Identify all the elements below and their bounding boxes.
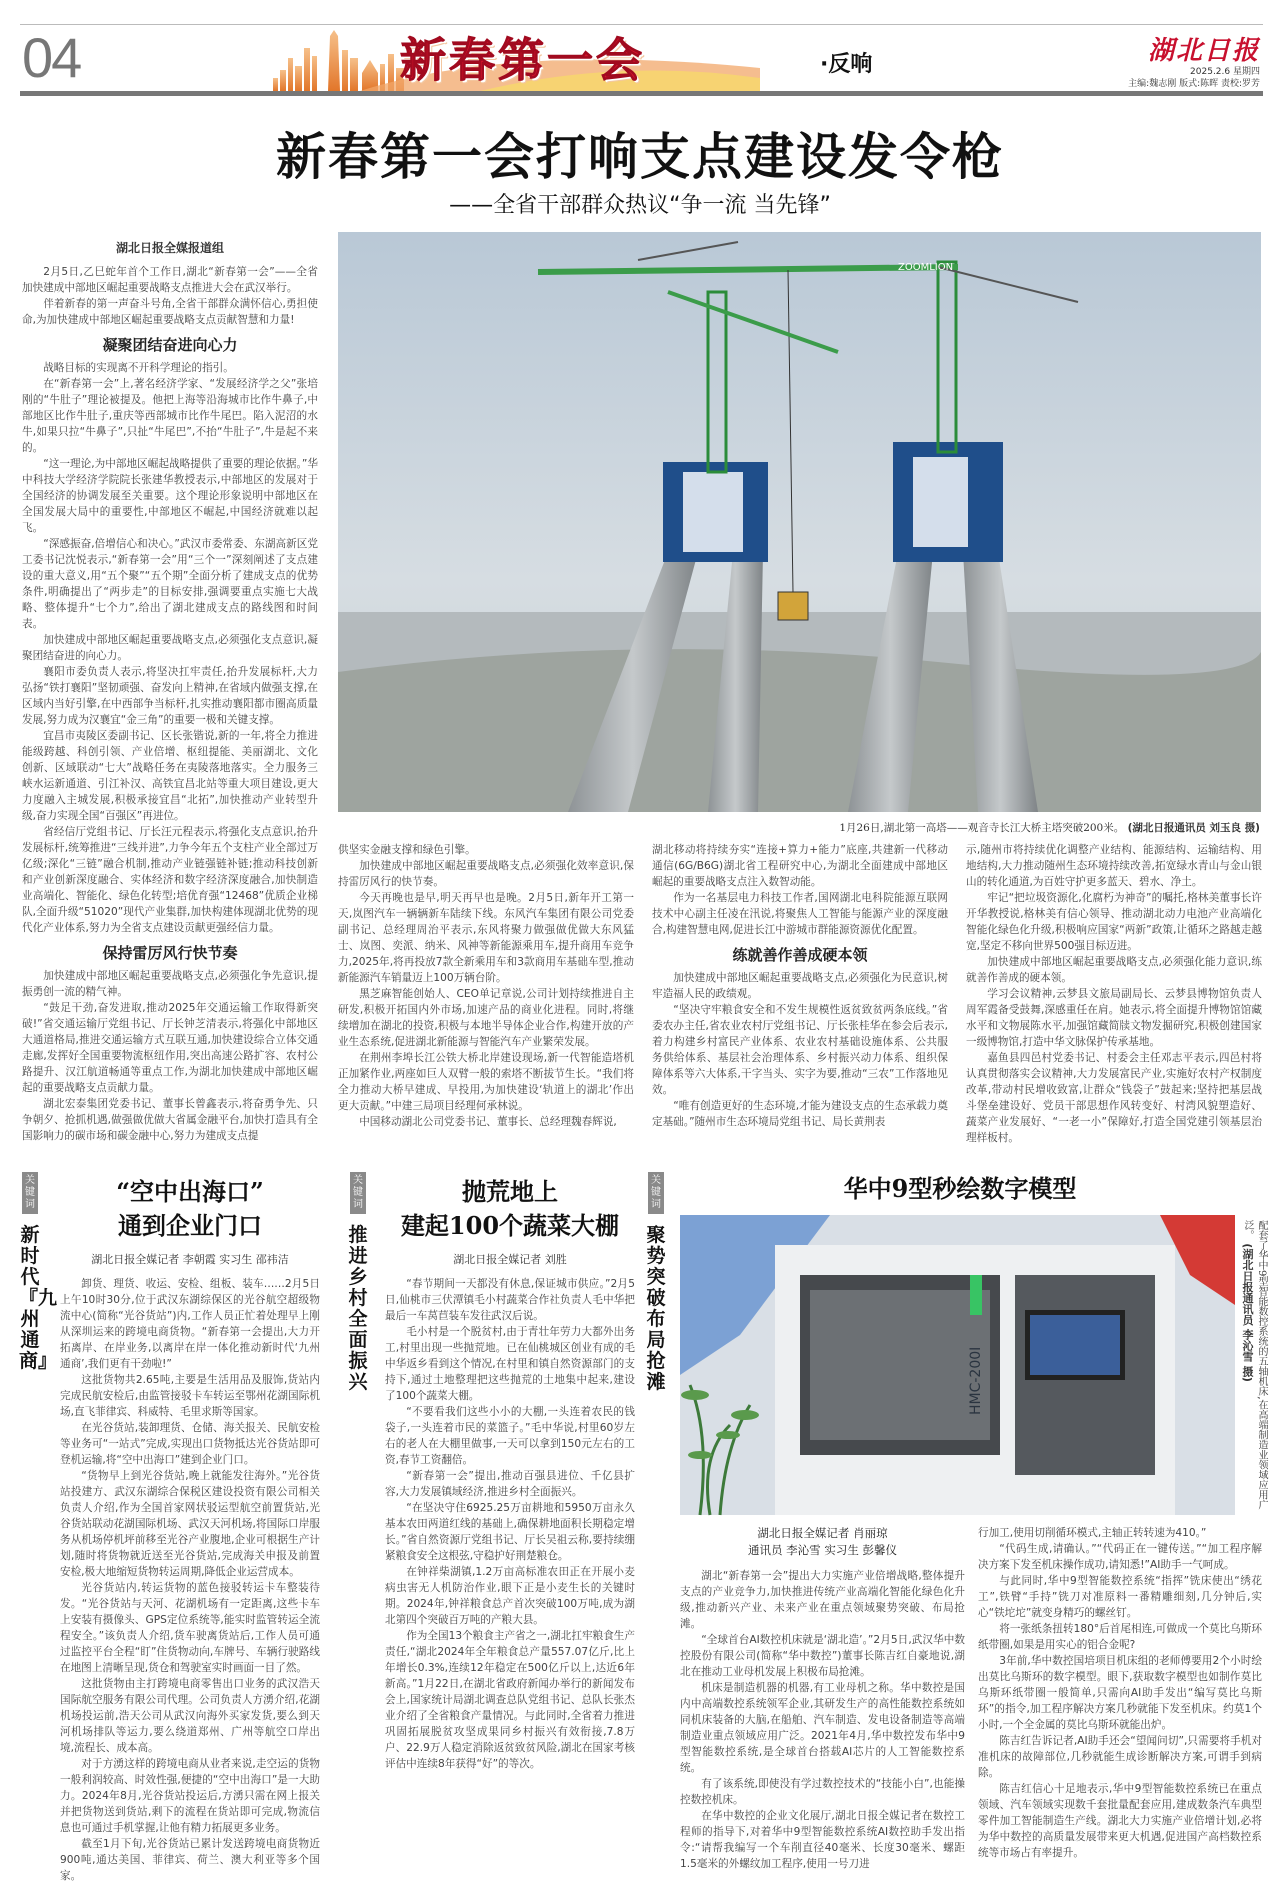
page-number: 04	[22, 26, 81, 89]
paragraph: 3年前,华中数控国培项目机床组的老师傅要用2个小时绘出莫比乌斯环的数字模型。眼下,获取数字模型也如制作莫比乌斯环纸带圈一般简单,只需向AI助手发出“编写莫比乌斯环”的指令,加工程序解决方案几秒就能下发至机床。约莫1个小时,一个全金属的莫比乌斯环就能出炉。	[978, 1655, 1262, 1731]
paragraph: 省经信厅党组书记、厅长汪元程表示,将强化支点意识,抬升发展标杆,统筹推进“三线并进”,力争今年五个支柱产业全部过万亿级;深化“三链”融合机制,推动产业链强链补链;推动科技创新和产业创新深度融合、实体经济和数字经济深度融合,加快制造业高端化、智能化、绿色化转型;培优育强“12468”优质企业梯队,全面升级“51020”现代产业集群,加快构建体现湖北优势的现代化产业体系,努力为全省支点建设贡献更强经信力量。	[22, 826, 318, 934]
paragraph: 作为全国13个粮食主产省之一,湖北扛牢粮食生产责任,“湖北2024年全年粮食总产量557.07亿斤,比上年增长0.3%,连续12年稳定在500亿斤以上,达近6年新高。”1月22日,在湖北省政府新闻办举行的新闻发布会上,国家统计局湖北调查总队党组书记、总队长张杰业介绍了全省粮食产量情况。与此同时,全省着力推进巩固拓展脱贫攻坚成果同乡村振兴有效衔接,7.8万户、22.9万人稳定消除返贫致贫风险,湖北在国家考核评估中连续8年获得“好”的等次。	[385, 1630, 635, 1770]
paragraph: 这批货物共2.65吨,主要是生活用品及服饰,货站内完成民航安检后,由监管接驳卡车转运至鄂州花湖国际机场,直飞菲律宾、科威特、毛里求斯等国家。	[60, 1374, 320, 1418]
keyword-tag: 关键词	[22, 1172, 38, 1214]
paragraph: 在光谷货站,装卸理货、仓储、海关报关、民航安检等业务可“一站式”完成,实现出口货物抵达光谷货站即可登机运输,将“空中出海口”建到企业门口。	[60, 1422, 320, 1466]
paragraph: “唯有创造更好的生态环境,才能为建设支点的生态承载力奠定基础。”随州市生态环境局党组书记、局长黄荆表	[652, 1100, 948, 1128]
paragraph: 光谷货站内,转运货物的蓝色接驳转运卡车整装待发。“光谷货站与天河、花湖机场有一定距离,这些卡车上安装有摄像头、GPS定位系统等,能实时监管转运全流程安全。”该负责人介绍,货车驶离货站后,工作人员可通过监控平台全程“盯”住货物动向,车牌号、车辆行驶路线在地图上清晰呈现,货仓和驾驶室实时画面一目了然。	[60, 1582, 320, 1674]
paragraph: 湖北“新春第一会”提出大力实施产业倍增战略,整体提升支点的产业竞争力,加快推进传统产业高端化智能化绿色化升级,推动新兴产业、未来产业在重点领域聚势突破、布局抢滩。	[680, 1570, 965, 1630]
paragraph: 在华中数控的企业文化展厅,湖北日报全媒记者在数控工程师的指导下,对着华中9型智能数控系统AI数控助手发出指令:“请帮我编写一个车削直径40毫米、长度30毫米、螺距1.5毫米的外螺纹加工程序,使用一号刀进	[680, 1810, 965, 1870]
editor-credits: 主编:魏志刚 版式:陈晖 责校:罗芳	[1128, 79, 1260, 89]
keyword-phrase: 推进乡村全面振兴	[348, 1224, 368, 1393]
paragraph: “春节期间一天都没有休息,保证城市供应。”2月5日,仙桃市三伏潭镇毛小村蔬菜合作社负责人毛中华把最后一车莴苣装车发往武汉后说。	[385, 1278, 635, 1322]
story-headline-line: “空中出海口”	[116, 1177, 264, 1206]
paragraph: 行加工,使用切削循环模式,主轴正转转速为410。”	[978, 1527, 1207, 1539]
story-headline	[385, 1175, 635, 1243]
machine-caption-text: 配套了华中9型智能数控系统的五轴机床,在高端制造业领域应用广泛。	[1242, 1220, 1267, 1510]
paragraph: “在坚决守住6925.25万亩耕地和5950万亩永久基本农田两道红线的基础上,确保耕地面积长期稳定增长。”省自然资源厅党组书记、厅长吴祖云称,要持续绷紧粮食安全这根弦,守稳护好荆楚粮仓。	[385, 1502, 635, 1562]
story-column	[385, 1252, 635, 1772]
paragraph: “全球首台AI数控机床就是‘湖北造’。”2月5日,武汉华中数控股份有限公司(简称“华中数控”)董事长陈吉红自豪地说,湖北在推动工业母机发展上积极布局抢滩。	[680, 1634, 965, 1678]
photo-credit: (湖北日报通讯员 刘玉良 摄)	[1127, 822, 1260, 834]
subhead: 保持雷厉风行快节奏	[102, 944, 238, 962]
subhead: 练就善作善成硬本领	[732, 946, 868, 964]
paragraph: 有了该系统,即使没有学过数控技术的“技能小白”,也能操控数控机床。	[680, 1778, 965, 1806]
lead-column-3	[652, 842, 948, 1130]
story-headline: 华中9型秒绘数字模型	[843, 1174, 1077, 1203]
lead-column-1	[22, 240, 318, 1144]
paragraph: 毛小村是一个脱贫村,由于青壮年劳力大都外出务工,村里出现一些抛荒地。已在仙桃城区创业有成的毛中华返乡看到这个情况,在村里和镇自然资源部门的支持下,通过土地整理把这些抛荒的土地集中起来,建设了100个蔬菜大棚。	[385, 1326, 635, 1402]
keyword-tag: 关键词	[350, 1172, 366, 1214]
story-column	[978, 1525, 1262, 1861]
paragraph: 将一张纸条扭转180°后首尾相连,可做成一个莫比乌斯环纸带圈,如果是用实心的铝合金呢?	[978, 1623, 1262, 1651]
masthead-top-rule	[20, 24, 1263, 25]
subhead: 凝聚团结奋进向心力	[102, 336, 238, 354]
machine-photo-credit: (湖北日报通讯员 李沁雪 摄)	[1241, 1243, 1254, 1382]
paragraph: 中国移动湖北公司党委书记、董事长、总经理魏春辉说,	[359, 1116, 617, 1128]
keyword-phrase: 新时代『九州通商』	[19, 1224, 58, 1372]
masthead-bottom-rule	[20, 91, 1263, 96]
paragraph: “代码生成,请确认。”“代码正在一键传送。”“加工程序解决方案下发至机床操作成功,请知悉!”AI助手一气呵成。	[978, 1543, 1262, 1571]
paragraph: 在荆州李埠长江公铁大桥北岸建设现场,新一代智能造塔机正加紧作业,两座如巨人双臂一般的索塔不断拔节生长。“我们将全力推动大桥早建成、早投用,为加快建设‘轨道上的湖北’作出更大贡献。”中建三局项目经理何承林说。	[338, 1052, 634, 1112]
paragraph: 学习会议精神,云梦县文旅局副局长、云梦县博物馆负责人周军霞备受鼓舞,深感重任在肩。她表示,将全面提升博物馆馆藏水平和文物展陈水平,加强馆藏简牍文物发掘研究,积极创建国家一级博物馆,打造中华文脉保护传承基地。	[966, 988, 1262, 1048]
paragraph: 加快建成中部地区崛起重要战略支点,必须强化争先意识,提振勇创一流的精气神。	[22, 970, 318, 998]
lead-subheadline: ——全省干部群众热议“争一流 当先锋”	[449, 193, 831, 218]
paragraph: 加快建成中部地区崛起重要战略支点,必须强化支点意识,凝聚团结奋进的向心力。	[22, 634, 318, 662]
story-byline	[680, 1525, 965, 1559]
byline-line: 湖北日报全媒记者 肖丽琼	[757, 1526, 888, 1540]
lead-headline: 新春第一会打响支点建设发令枪	[276, 128, 1004, 186]
keyword-tag: 关键词	[648, 1172, 664, 1214]
byline-line: 通讯员 李沁雪 实习生 彭馨仪	[748, 1543, 897, 1557]
lead-column-2	[338, 842, 634, 1130]
story-byline: 湖北日报全媒记者 李朝霞 实习生 邵祎洁	[91, 1253, 289, 1266]
paragraph: 襄阳市委负责人表示,将坚决扛牢责任,抬升发展标杆,大力弘扬“铁打襄阳”坚韧顽强、奋发向上精神,在省域内做强支撑,在区域内当好引擎,在中西部争当标杆,扎实推动襄阳都市圈高质量发展,努力成为汉襄宜“金三角”的重要一极和关键支撑。	[22, 666, 318, 726]
paragraph: 加快建成中部地区崛起重要战略支点,必须强化为民意识,树牢造福人民的政绩观。	[652, 972, 948, 1000]
paragraph: 战略目标的实现离不开科学理论的指引。	[43, 362, 234, 374]
bridge-tower-photo	[338, 232, 1261, 812]
lead-column-4	[966, 842, 1262, 1146]
crane-label: ZOOMLION	[898, 262, 954, 273]
machine-model-label: HMC-200I	[968, 1346, 984, 1415]
paragraph: “坚决守牢粮食安全和不发生规模性返贫致贫两条底线。”省委农办主任,省农业农村厅党组书记、厅长张桂华在参会后表示,着力构建乡村富民产业体系、农业农村基础设施体系、公共服务供给体系、基层社会治理体系、乡村振兴动力体系、组织保障体系等六大体系,干字当头、实字为要,推动“三农”工作落地见效。	[652, 1004, 948, 1096]
paragraph: 与此同时,华中9型智能数控系统“指挥”铣床使出“绣花工”,铁臂“手持”铣刀对准原料一番精雕细刻,几分钟后,实心“铁坨坨”就变身精巧的螺丝钉。	[978, 1575, 1262, 1619]
paragraph: 加快建成中部地区崛起重要战略支点,必须强化能力意识,练就善作善成的硬本领。	[966, 956, 1262, 984]
story-byline: 湖北日报全媒记者 刘胜	[453, 1253, 567, 1266]
paragraph: 作为一名基层电力科技工作者,国网湖北电科院能源互联网技术中心副主任凌在汛说,将聚焦人工智能与能源产业的深度融合,构建智慧电网,促进长江中游城市群能源资源优化配置。	[652, 892, 948, 936]
paragraph: 机床是制造机器的机器,有工业母机之称。华中数控是国内中高端数控系统领军企业,其研发生产的高性能数控系统如同机床装备的大脑,在船舶、汽车制造、发电设备制造等高端制造业重点领域应用广泛。2021年4月,华中数控发布华中9型智能数控系统,是全球首台搭载AI芯片的人工智能数控系统。	[680, 1682, 965, 1774]
section-title: 新春第一会	[400, 33, 645, 87]
paragraph: 湖北移动将持续夯实“连接+算力+能力”底座,共建新一代移动通信(6G/B6G)湖北省工程研究中心,为湖北全面建成中部地区崛起的重要战略支点注入数智动能。	[652, 844, 948, 888]
keyword-phrase: 聚势突破 布局抢滩	[646, 1224, 666, 1393]
issue-date: 2025.2.6 星期四	[1190, 67, 1260, 77]
paragraph: 在钟祥柴湖镇,1.2万亩高标准农田正在开展小麦病虫害无人机防治作业,眼下正是小麦生长的关键时期。2024年,钟祥粮食总产首次突破100万吨,成为湖北第四个突破百万吨的产粮大县。	[385, 1566, 635, 1626]
paragraph: 2月5日,乙巳蛇年首个工作日,湖北“新春第一会”——全省加快建成中部地区崛起重要战略支点推进大会在武汉举行。	[22, 266, 318, 294]
paragraph: 供坚实金融支撑和绿色引擎。	[338, 844, 476, 856]
paragraph: “新春第一会”提出,推动百强县进位、千亿县扩容,大力发展镇域经济,推进乡村全面振兴。	[385, 1470, 635, 1498]
paragraph: “货物早上到光谷货站,晚上就能发往海外。”光谷货站投建方、武汉东湖综合保税区建设投资有限公司相关负责人介绍,作为全国首家网状驳运型航空前置货站,光谷货站联动花湖国际机场、武汉天河机场,将国际口岸服务从机场停机坪前移至光谷产业腹地,企业可根据生产计划,随时将货物就近送至光谷货站,完成海关申报及前置安检,极大地缩短货物转运周期,降低企业运营成本。	[60, 1470, 320, 1578]
paragraph: “深感振奋,倍增信心和决心。”武汉市委常委、东湖高新区党工委书记沈悦表示,“新春第一会”用“三个一”深刻阐述了支点建设的重大意义,用“五个聚”“五个期”全面分析了建成支点的优势条件,明确提出了“两步走”的目标安排,强调要重点实施七大战略、整体提升“七个力”,给出了湖北建成支点的路线图和时间表。	[22, 538, 318, 630]
story-headline-line: 建起100个蔬菜大棚	[400, 1211, 620, 1240]
cnc-machine-photo	[680, 1215, 1235, 1515]
paragraph: 陈吉红信心十足地表示,华中9型智能数控系统已在重点领域、汽车领域实现数千套批量配套应用,建成数条汽车典型零件加工智能制造生产线。湖北大力实施产业倍增计划,必将为华中数控的高质量发展带来更大机遇,促进国产高档数控系统等市场占有率提升。	[978, 1783, 1262, 1859]
paragraph: 加快建成中部地区崛起重要战略支点,必须强化效率意识,保持雷厉风行的快节奏。	[338, 860, 634, 888]
photo-caption-text: 1月26日,湖北第一高塔——观音寺长江大桥主塔突破200米。	[839, 822, 1125, 834]
paragraph: 宜昌市夷陵区委副书记、区长张锴说,新的一年,将全力推进能级跨越、科创引领、产业倍增、枢纽提能、美丽湖北、文化创新、区域联动“七大”战略任务在夷陵落地落实。全力服务三峡水运新通道、引江补汉、高铁宜昌北站等重大项目建设,更大力度融入主城发展,积极承接宜昌“北拓”,加快推动产业转型升级,奋力实现全国“百强区”再进位。	[22, 730, 318, 822]
paragraph: 卸货、理货、收运、安检、组板、装车……2月5日上午10时30分,位于武汉东湖综保区的光谷航空超级物流中心(简称“光谷货站”)内,工作人员正忙着处理早上刚从深圳运来的跨境电商货物。“新春第一会提出,大力开拓离岸、在岸业务,以离岸在岸一体化推动新时代‘九州通商’,我们更有干劲啦!”	[60, 1278, 320, 1370]
paragraph: 在“新春第一会”上,著名经济学家、“发展经济学之父”张培刚的“牛肚子”理论被提及。他把上海等沿海城市比作牛鼻子,中部地区比作牛肚子,重庆等西部城市比作牛尾巴。陷入泥沼的水牛,如果只拉“牛鼻子”,只扯“牛尾巴”,不抬“牛肚子”,牛是起不来的。	[22, 378, 318, 454]
paragraph: 嘉鱼县四邑村党委书记、村委会主任邓志平表示,四邑村将认真贯彻落实会议精神,大力发展富民产业,实施好农村产权制度改革,带动村民增收致富,让群众“钱袋子”鼓起来;坚持把基层战斗堡垒建设好、党员干部思想作风转变好、村湾风貌塑造好、蔬菜产业发展好、“一老一小”保障好,打造全国党建引领基层治理样板村。	[966, 1052, 1262, 1144]
story-headline	[60, 1175, 320, 1243]
paragraph: 黑芝麻智能创始人、CEO单记章说,公司计划持续推进自主研发,积极开拓国内外市场,加速产品的商业化进程。同时,将继续增加在湖北的投资,积极与本地半导体企业合作,构建开放的产业生态系统,促进湖北新能源与智能汽车产业繁荣发展。	[338, 988, 634, 1048]
paragraph: “鼓足干劲,奋发进取,推动2025年交通运输工作取得新突破!”省交通运输厅党组书记、厅长钟芝清表示,将强化中部地区大通道格局,推进交通运输方式互联互通,加快建设综合立体交通走廊,发挥好全国重要物流枢纽作用,突出高速公路扩容、农村公路提升、汉江航道畅通等重点工作,为湖北加快建成中部地区崛起的重要战略支点贡献力量。	[22, 1002, 318, 1094]
paragraph: “这一理论,为中部地区崛起战略提供了重要的理论依据。”华中科技大学经济学院院长张建华教授表示,中部地区的发展对于全国经济的协调发展至关重要。这个理论形象说明中部地区在全国发展大局中的重要性,中部地区不崛起,中国经济就难以起飞。	[22, 458, 318, 534]
paragraph: 这批货物由主打跨境电商零售出口业务的武汉浩天国际航空服务有限公司代理。公司负责人方湧介绍,花湖机场投运前,浩天公司从武汉向海外买家发货,要么到天河机场排队等运力,要么绕道郑州、广州等航空口岸出境,流程长、成本高。	[60, 1678, 320, 1754]
paragraph: 截至1月下旬,光谷货站已累计发送跨境电商货物近900吨,通达美国、菲律宾、荷兰、澳大利亚等多个国家。	[60, 1838, 320, 1882]
paragraph: 牢记“把垃圾资源化,化腐朽为神奇”的嘱托,格林美董事长许开华教授说,格林美有信心领导、推动湖北动力电池产业高端化智能化绿色化升级,积极响应国家“两新”政策,让循环之路越走越宽,坚定不移向世界500强目标迈进。	[966, 892, 1262, 952]
section-subtitle: ·反响	[820, 52, 873, 77]
paragraph: 陈吉红告诉记者,AI助手还会“望闻问切”,只需要将手机对准机床的故障部位,几秒就能生成诊断解决方案,可谓手到病除。	[978, 1735, 1262, 1779]
story-column	[60, 1252, 320, 1884]
paragraph: 示,随州市将持续优化调整产业结构、能源结构、运输结构、用地结构,大力推动随州生态环境持续改善,拓宽绿水青山与金山银山的转化通道,为百姓守护更多蓝天、碧水、净土。	[966, 844, 1262, 888]
paragraph: 伴着新春的第一声奋斗号角,全省干部群众满怀信心,勇担使命,为加快建成中部地区崛起重要战略支点贡献智慧和力量!	[22, 298, 318, 326]
paragraph: 对于方湧这样的跨境电商从业者来说,走空运的货物一般利润较高、时效性强,便捷的“空中出海口”是一大助力。2024年8月,光谷货站投运后,方湧只需在网上报关并把货物送到货站,剩下的流程在货站即可完成,物流信息也可通过手机掌握,让他有精力拓展更多业务。	[60, 1758, 320, 1834]
story-column	[680, 1568, 965, 1872]
machine-photo-caption	[1240, 1220, 1268, 1520]
paragraph: “不要看我们这些小小的大棚,一头连着农民的钱袋子,一头连着市民的菜篮子。”毛中华说,村里60岁左右的老人在大棚里做事,一天可以拿到150元左右的工资,春节工资翻倍。	[385, 1406, 635, 1466]
story-headline-line: 抛荒地上	[462, 1177, 558, 1206]
paragraph: 湖北宏泰集团党委书记、董事长曾鑫表示,将奋勇争先、只争朝夕、抢抓机遇,做强做优做大省属金融平台,加快打造具有全国影响力的碳市场和碳金融中心,努力为建成支点提	[22, 1098, 318, 1142]
paper-logo: 湖北日报	[1147, 36, 1260, 66]
photo-caption	[640, 820, 1260, 835]
paragraph: 今天再晚也是早,明天再早也是晚。2月5日,新年开工第一天,岚图汽车一辆辆新车陆续下线。东风汽车集团有限公司党委副书记、总经理周治平表示,东风将聚力做强做优做大东风猛士、岚图、奕派、纳米、风神等新能源乘用车,提升商用车竞争力,2025年,将再投放7款全新乘用车和3款商用车基础车型,推动新能源汽车销量迈上100万辆台阶。	[338, 892, 634, 984]
story-headline-line: 通到企业门口	[118, 1211, 262, 1240]
lead-byline: 湖北日报全媒报道组	[115, 241, 224, 255]
